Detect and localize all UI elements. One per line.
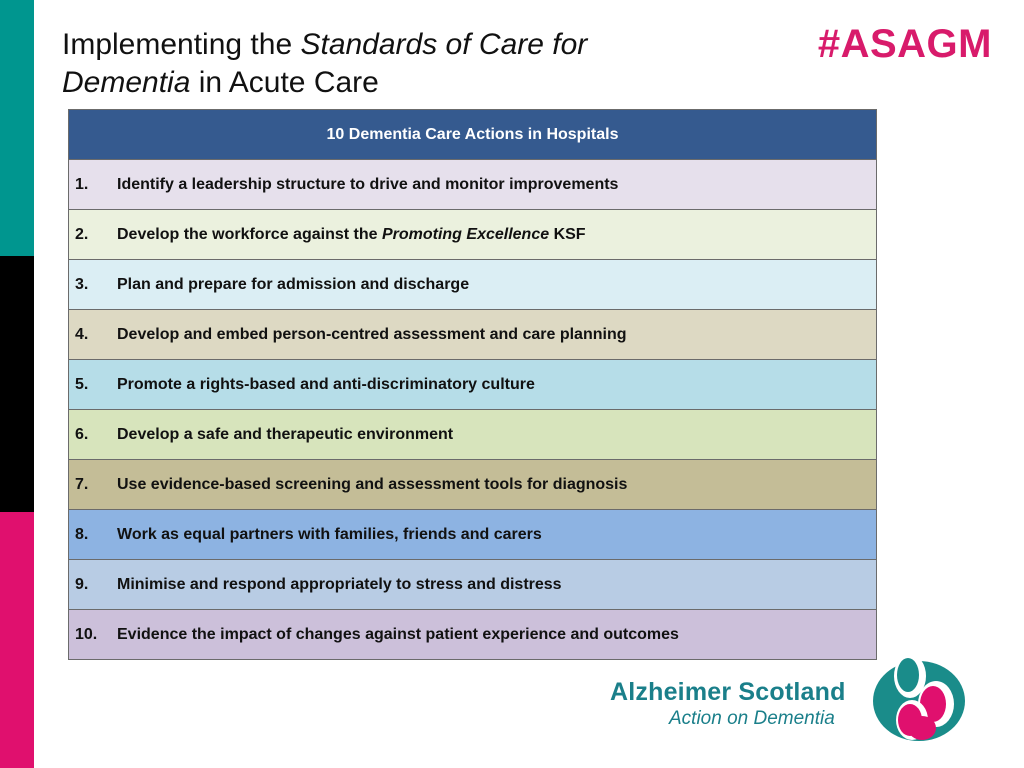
table-row — [69, 410, 877, 460]
table-row — [69, 260, 877, 310]
table-cell — [69, 260, 877, 310]
sidebar-pink-block — [0, 512, 34, 768]
title-text-1: Implementing the — [62, 28, 301, 61]
row-text: Promote a rights-based and anti-discriminatory culture — [117, 375, 535, 393]
table-cell — [69, 460, 877, 510]
row-number: 9. — [75, 575, 89, 593]
table-cell — [69, 310, 877, 360]
logo-tagline: Action on Dementia — [669, 708, 835, 729]
row-number: 8. — [75, 525, 89, 543]
row-text: Use evidence-based screening and assessment tools for diagnosis — [117, 475, 628, 493]
row-text: Develop and embed person-centred assessment and care planning — [117, 325, 627, 343]
slide-title — [62, 26, 702, 102]
table-cell — [69, 360, 877, 410]
table-row — [69, 160, 877, 210]
row-text-pre: Develop the workforce against the — [117, 225, 382, 243]
table-row — [69, 310, 877, 360]
row-text: Plan and prepare for admission and discharge — [117, 275, 470, 293]
left-color-bar — [0, 0, 34, 768]
sidebar-black-block — [0, 256, 34, 512]
row-number: 3. — [75, 275, 89, 293]
table-cell — [69, 210, 877, 260]
row-text — [117, 226, 586, 243]
title-text-2: in Acute Care — [190, 66, 379, 99]
row-number: 1. — [75, 175, 89, 193]
title-italic-1: Standards of Care for — [300, 28, 588, 61]
alzheimer-scotland-logo-icon — [870, 648, 970, 744]
sidebar-teal-block — [0, 0, 34, 256]
row-number: 4. — [75, 325, 89, 343]
row-number: 7. — [75, 475, 89, 493]
row-number: 5. — [75, 375, 89, 393]
table-cell — [69, 160, 877, 210]
table-cell — [69, 510, 877, 560]
table-row — [69, 460, 877, 510]
alzheimer-scotland-logo — [608, 646, 978, 746]
row-text: Identify a leadership structure to drive and monitor improvements — [117, 175, 619, 193]
table-cell — [69, 410, 877, 460]
row-text: Minimise and respond appropriately to stress and distress — [117, 575, 562, 593]
logo-name: Alzheimer Scotland — [610, 678, 846, 706]
row-number: 10. — [75, 625, 98, 643]
table-row — [69, 510, 877, 560]
row-text: Work as equal partners with families, friends and carers — [117, 525, 542, 543]
row-text-italic: Promoting Excellence — [381, 225, 550, 243]
row-text-post: KSF — [549, 225, 586, 243]
row-number: 6. — [75, 425, 89, 443]
row-number: 2. — [75, 225, 89, 243]
row-text: Develop a safe and therapeutic environment — [117, 425, 454, 443]
table-row — [69, 360, 877, 410]
table-cell — [69, 560, 877, 610]
table-header: 10 Dementia Care Actions in Hospitals — [69, 110, 877, 160]
table-row — [69, 210, 877, 260]
hashtag-label: #ASAGM — [817, 22, 992, 66]
row-text: Evidence the impact of changes against patient experience and outcomes — [117, 625, 679, 643]
title-italic-2: Dementia — [62, 66, 191, 99]
table-header-row — [69, 110, 877, 160]
table-row — [69, 560, 877, 610]
care-actions-table — [68, 109, 877, 660]
